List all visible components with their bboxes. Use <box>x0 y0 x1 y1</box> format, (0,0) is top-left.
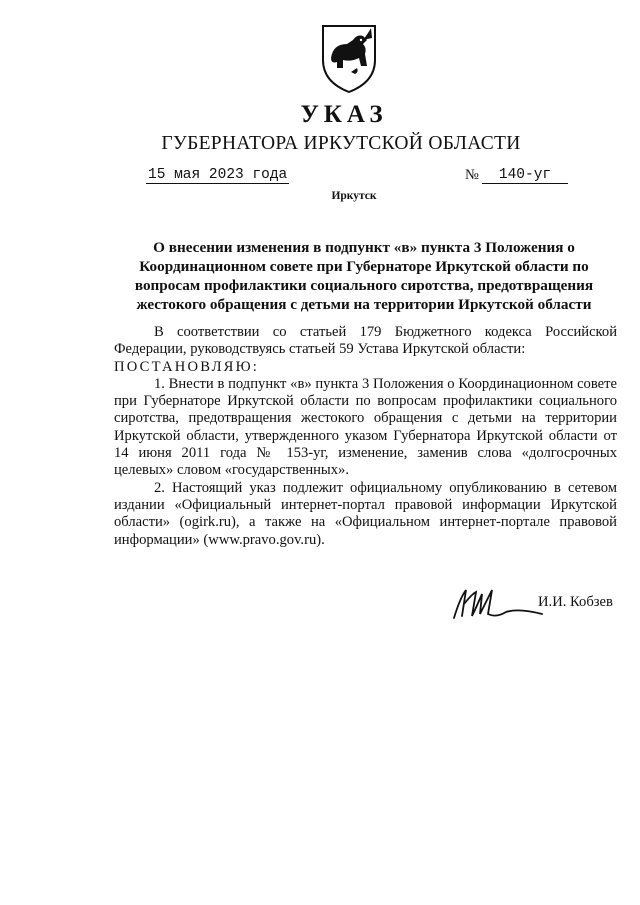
preamble-paragraph: В соответствии со статьей 179 Бюджетного кодекса Российской Федерации, руководствуясь статьей 59 Устава Иркутской области: <box>114 324 617 358</box>
decree-date: 15 мая 2023 года <box>148 167 288 183</box>
document-title: УКАЗ <box>300 101 388 128</box>
decree-subject: О внесении изменения в подпункт «в» пункта 3 Положения о Координационном совете при Губернаторе Иркутской области по вопросам профилактики социального сиротства, предотвращения жестокого обращения с детьми на территории Иркутской области <box>134 239 594 313</box>
number-sign: № <box>465 167 479 183</box>
signature-icon <box>446 578 546 628</box>
decree-body <box>114 324 617 549</box>
item-1-paragraph: 1. Внести в подпункт «в» пункта 3 Положения о Координационном совете при Губернаторе Иркутской области по вопросам профилактики социального сиротства, предотвращения жестокого обращения с детьми на территории Иркутской области, утвержденного указом Губернатора Иркутской области от 14 июня 2011 года № 153-уг, изменение, заменив слова «долгосрочных целевых» словом «государственных». <box>114 375 617 479</box>
item-2-paragraph: 2. Настоящий указ подлежит официальному опубликованию в сетевом издании «Официальный интернет-портал правовой информации Иркутской области» (ogirk.ru), а также на «Официальном интернет-портале правовой информации» (www.pravo.gov.ru). <box>114 479 617 548</box>
city-label: Иркутск <box>331 190 377 202</box>
issuer-title: ГУБЕРНАТОРА ИРКУТСКОЙ ОБЛАСТИ <box>161 133 521 154</box>
decree-number: 140-уг <box>482 167 568 184</box>
signer-name: И.И. Кобзев <box>538 594 613 610</box>
coat-of-arms-icon <box>317 22 381 94</box>
resolve-line: ПОСТАНОВЛЯЮ: <box>114 358 260 375</box>
